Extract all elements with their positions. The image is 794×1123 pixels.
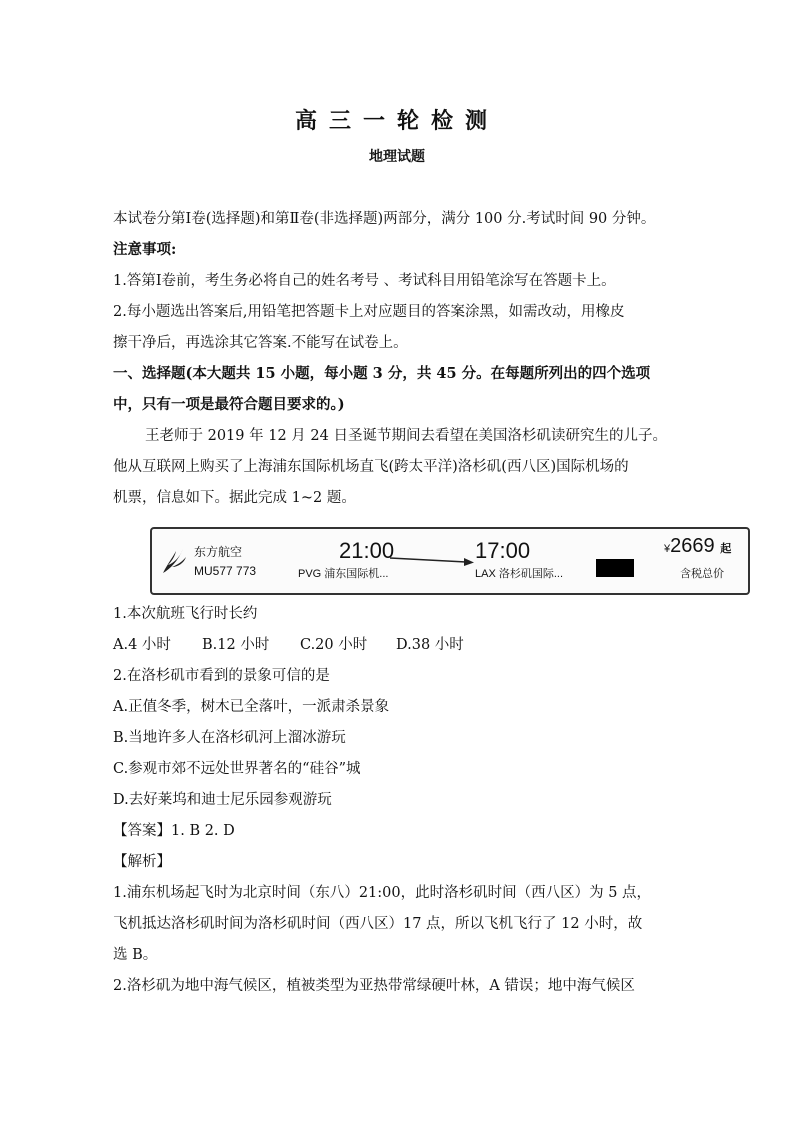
intro-text: 本试卷分第Ⅰ卷(选择题)和第Ⅱ卷(非选择题)两部分，满分 100 分.考试时间 90 分钟。 (113, 211, 656, 227)
flight-number: MU577 773 (194, 564, 257, 578)
question-2-stem: 2.在洛杉矶市看到的景象可信的是 (113, 668, 330, 684)
notice-heading: 注意事项: (113, 241, 177, 258)
passage-line-2: 他从互联网上购买了上海浦东国际机场直飞(跨太平洋)洛杉矶(西八区)国际机场的 (113, 459, 629, 475)
ticket-price (664, 535, 731, 558)
question-2-option-b: B.当地许多人在洛杉矶河上溜冰游玩 (113, 730, 346, 746)
flight-ticket-card (150, 527, 750, 595)
arrival-airport: LAX 洛杉矶国际... (475, 568, 564, 580)
price-suffix: 起 (720, 543, 732, 555)
price-value: 2669 (670, 535, 715, 557)
section-heading: 一、选择题(本大题共 15 小题，每小题 3 分，共 45 分。在每题所列出的四个选项 (113, 365, 651, 382)
notice-item-2: 2.每小题选出答案后,用铅笔把答题卡上对应题目的答案涂黑，如需改动，用橡皮 (113, 304, 625, 320)
question-1-option-b: B.12 小时 (202, 637, 270, 653)
price-label: 含税总价 (680, 568, 724, 580)
analysis-line-3: 选 B。 (113, 947, 158, 963)
flight-arrow-icon (390, 553, 474, 567)
question-2-option-d: D.去好莱坞和迪士尼乐园参观游玩 (113, 792, 332, 808)
notice-item-1: 1.答第Ⅰ卷前，考生务必将自己的姓名考号 、考试科目用铅笔涂写在答题卡上。 (113, 273, 616, 289)
section-heading-cont: 中，只有一项是最符合题目要求的。) (113, 396, 345, 413)
price-currency: ¥ (664, 543, 671, 555)
page-title: 高三一轮检测 (294, 108, 499, 134)
analysis-line-1: 1.浦东机场起飞时为北京时间（东八）21:00，此时洛杉矶时间（西八区）为 5 点， (113, 885, 652, 901)
analysis-line-4: 2.洛杉矶为地中海气候区，植被类型为亚热带常绿硬叶林，A 错误；地中海气候区 (113, 978, 635, 994)
answer-label: 【答案】 (113, 823, 171, 839)
question-1-option-d: D.38 小时 (396, 637, 464, 653)
notice-item-2-cont: 擦干净后，再选涂其它答案.不能写在试卷上。 (113, 335, 408, 351)
redacted-box (596, 559, 634, 577)
question-2-option-a: A.正值冬季，树木已全落叶，一派肃杀景象 (113, 699, 390, 715)
departure-airport: PVG 浦东国际机... (298, 568, 389, 580)
passage-line-3: 机票，信息如下。据此完成 1~2 题。 (113, 490, 356, 506)
arrival-time: 17:00 (475, 538, 531, 563)
question-1-option-c: C.20 小时 (300, 637, 368, 653)
passage-line-1: 王老师于 2019 年 12 月 24 日圣诞节期间去看望在美国洛杉矶读研究生的儿子。 (145, 428, 667, 444)
airline-logo-icon (160, 543, 188, 577)
departure-time: 21:00 (339, 538, 395, 563)
page-subtitle: 地理试题 (369, 149, 425, 165)
question-2-option-c: C.参观市郊不远处世界著名的“硅谷”城 (113, 761, 361, 777)
answer-line (113, 819, 235, 840)
answer-text: 1. B 2. D (171, 823, 235, 839)
question-1-option-a: A.4 小时 (113, 637, 171, 653)
question-1-stem: 1.本次航班飞行时长约 (113, 606, 258, 622)
airline-name: 东方航空 (194, 545, 243, 559)
analysis-label: 【解析】 (113, 854, 171, 870)
analysis-line-2: 飞机抵达洛杉矶时间为洛杉矶时间（西八区）17 点，所以飞机飞行了 12 小时，故 (113, 916, 643, 932)
